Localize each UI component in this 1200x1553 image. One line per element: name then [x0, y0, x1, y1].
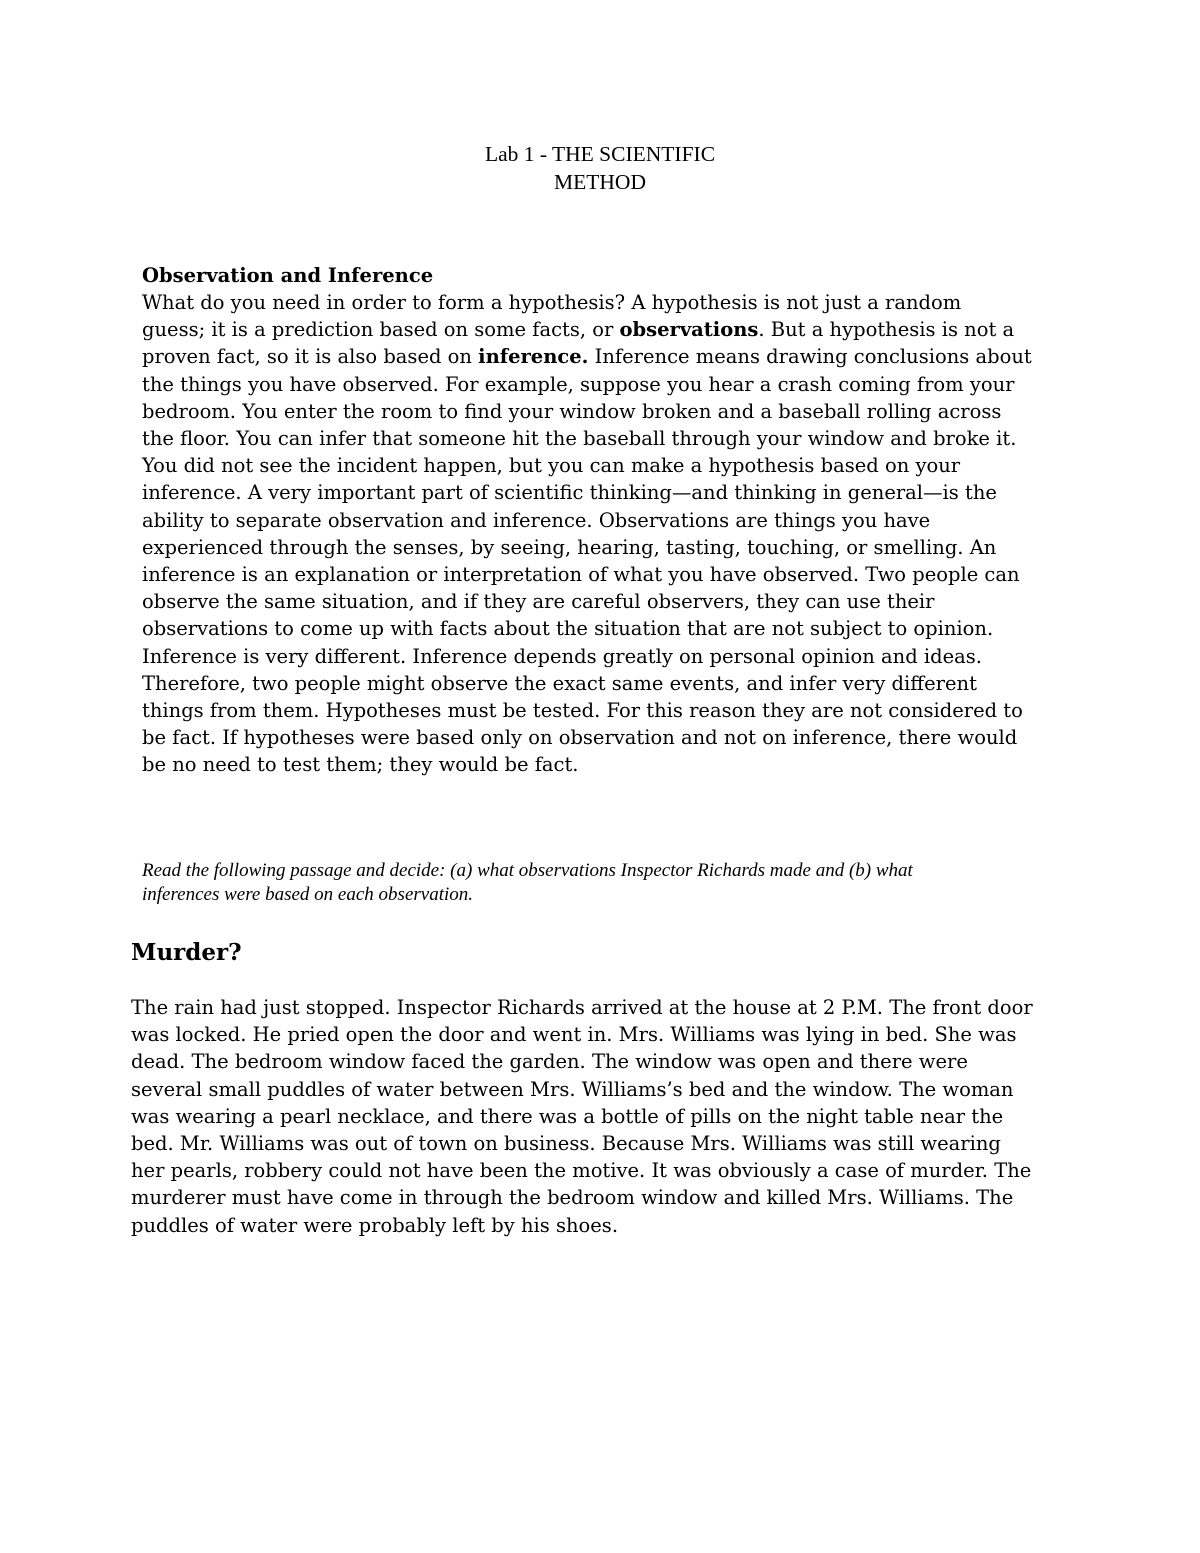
document-title	[0, 140, 1200, 196]
text-run: be fact. If hypotheses were based only on observation and not on inference, there would	[142, 726, 1018, 750]
text-run: proven fact, so it is also based on	[142, 345, 479, 369]
paragraph-line	[142, 425, 1077, 452]
instruction-line: Read the following passage and decide: (a) what observations Inspector Richards made and (b) what	[142, 860, 913, 881]
story-line: The rain had just stopped. Inspector Richards arrived at the house at 2 P.M. The front door	[131, 996, 1033, 1019]
paragraph-line	[142, 534, 1077, 561]
section-heading: Observation and Inference	[142, 264, 434, 287]
bold-term-inference: inference.	[478, 345, 589, 369]
story-line: was wearing a pearl necklace, and there was a bottle of pills on the night table near the	[131, 1104, 1004, 1128]
story-line: bed. Mr. Williams was out of town on business. Because Mrs. Williams was still wearing	[131, 1132, 1001, 1156]
text-run: bedroom. You enter the room to find your window broken and a baseball rolling across	[142, 399, 1002, 423]
story-line: dead. The bedroom window faced the garden. The window was open and there were	[131, 1050, 968, 1074]
instruction-line: inferences were based on each observation.	[142, 884, 474, 905]
instructions-paragraph	[142, 859, 1077, 907]
story-line: several small puddles of water between Mrs. Williams’s bed and the window. The woman	[131, 1077, 1014, 1101]
text-run: Therefore, two people might observe the exact same events, and infer very different	[142, 671, 977, 695]
paragraph-line	[142, 289, 1077, 316]
text-run: inference is an explanation or interpretation of what you have observed. Two people can	[142, 563, 1020, 587]
text-run: experienced through the senses, by seeing, hearing, tasting, touching, or smelling. An	[142, 535, 997, 559]
text-run: things from them. Hypotheses must be tested. For this reason they are not considered to	[142, 699, 1023, 723]
bold-term-observations: observations	[619, 318, 759, 342]
paragraph-line	[142, 561, 1077, 588]
paragraph-line	[142, 643, 1077, 670]
paragraph-line	[142, 507, 1077, 534]
text-run: observations to come up with facts about the situation that are not subject to opinion.	[142, 617, 994, 641]
text-run: inference. A very important part of scientific thinking—and thinking in general—is the	[142, 481, 997, 505]
paragraph-line	[142, 479, 1077, 506]
text-run: ability to separate observation and inference. Observations are things you have	[142, 508, 931, 532]
text-run: You did not see the incident happen, but you can make a hypothesis based on your	[142, 454, 961, 478]
story-line: murderer must have come in through the bedroom window and killed Mrs. Williams. The	[131, 1186, 1014, 1210]
text-run: the things you have observed. For example, suppose you hear a crash coming from your	[142, 372, 1015, 396]
paragraph-line	[142, 316, 1077, 343]
paragraph-line	[142, 697, 1077, 724]
story-line: puddles of water were probably left by his shoes.	[131, 1213, 619, 1237]
story-line: her pearls, robbery could not have been the motive. It was obviously a case of murder. The	[131, 1159, 1032, 1183]
paragraph-line	[142, 588, 1077, 615]
paragraph-line	[142, 724, 1077, 751]
intro-paragraph	[142, 289, 1077, 779]
text-run: Inference is very different. Inference depends greatly on personal opinion and ideas.	[142, 644, 982, 668]
paragraph-line	[142, 371, 1077, 398]
paragraph-line	[142, 452, 1077, 479]
story-line: was locked. He pried open the door and went in. Mrs. Williams was lying in bed. She was	[131, 1023, 1017, 1047]
text-run: observe the same situation, and if they are careful observers, they can use their	[142, 590, 935, 614]
title-line-1: Lab 1 - THE SCIENTIFIC	[484, 142, 716, 166]
text-run: be no need to test them; they would be fact.	[142, 753, 579, 777]
paragraph-line	[142, 615, 1077, 642]
paragraph-line	[142, 398, 1077, 425]
story-heading: Murder?	[131, 939, 242, 966]
paragraph-line	[142, 670, 1077, 697]
paragraph-line	[142, 751, 1077, 778]
title-line-2: METHOD	[554, 170, 646, 194]
story-paragraph	[131, 994, 1077, 1239]
text-run: guess; it is a prediction based on some facts, or	[142, 318, 620, 342]
text-run: What do you need in order to form a hypothesis? A hypothesis is not just a random	[142, 291, 962, 314]
text-run: the floor. You can infer that someone hit the baseball through your window and broke it.	[142, 427, 1017, 451]
text-run: . But a hypothesis is not a	[758, 318, 1015, 342]
paragraph-line	[142, 343, 1077, 370]
text-run: Inference means drawing conclusions about	[588, 345, 1032, 369]
